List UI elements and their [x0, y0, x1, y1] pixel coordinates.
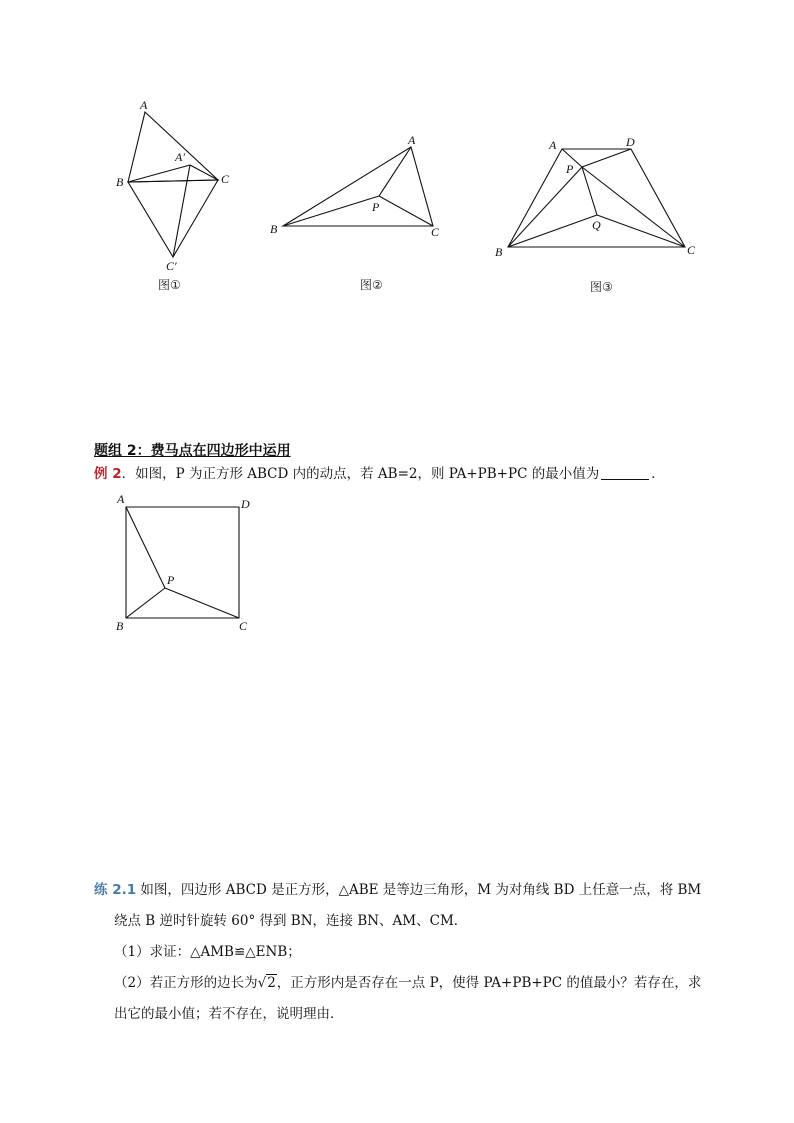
- point-label-b: B: [270, 222, 278, 236]
- figure-1-diagram: [100, 95, 240, 275]
- figure-3-caption: 图③: [590, 280, 613, 294]
- segment-pb: [126, 588, 165, 618]
- sqrt-expression: [258, 973, 277, 993]
- sqrt-radicand: 2: [267, 975, 276, 991]
- example-2-text-end: ．: [651, 466, 665, 482]
- point-label-a: A: [117, 492, 125, 506]
- practice-question-2: [114, 973, 701, 993]
- point-label-q: Q: [592, 218, 601, 232]
- point-label-a: A: [408, 133, 416, 147]
- triangle-abc: [128, 112, 218, 182]
- example-2-line: [94, 464, 665, 484]
- segment-cq: [597, 215, 685, 247]
- figure-4-diagram: [110, 490, 260, 635]
- point-label-c: C: [431, 225, 440, 239]
- example-2-text: ．如图，P 为正方形 ABCD 内的动点，若 AB=2，则 PA+PB+PC 的最小值为: [121, 466, 600, 482]
- trapezoid-abcd: [508, 149, 685, 247]
- practice-line-1: [94, 880, 701, 900]
- figure-2-diagram: [265, 130, 450, 245]
- practice-text-1: 如图，四边形 ABCD 是正方形，△ABE 是等边三角形，M 为对角线 BD 上任意一点，将 BM: [136, 882, 702, 898]
- segment-dp: [582, 149, 631, 167]
- segment-pa: [379, 147, 411, 196]
- figure-2-caption: 图②: [360, 278, 383, 292]
- example-2-label: 例 2: [94, 466, 122, 482]
- segment-bq: [508, 215, 597, 247]
- sqrt-sign: √: [257, 975, 267, 991]
- square-abcd: [126, 507, 239, 618]
- point-label-c: C: [221, 172, 230, 186]
- point-label-b: B: [495, 245, 503, 259]
- point-label-b: B: [116, 175, 124, 189]
- point-label-b: B: [116, 619, 124, 633]
- point-label-p: P: [167, 573, 175, 587]
- segment-pq: [582, 167, 597, 215]
- answer-blank[interactable]: [601, 479, 649, 480]
- practice-line-5: 出它的最小值；若不存在，说明理由．: [114, 1006, 344, 1022]
- triangle-bcc-prime: [128, 180, 218, 257]
- segment-pb: [283, 196, 379, 226]
- figure-1: [100, 95, 240, 275]
- point-label-c-prime: C′: [166, 259, 177, 273]
- segment-cp: [582, 167, 685, 247]
- point-label-d: D: [626, 135, 635, 149]
- section-heading: 题组 2：费马点在四边形中运用: [94, 443, 291, 459]
- point-label-c: C: [687, 243, 696, 257]
- practice-question-1: （1）求证：△AMB≌△ENB；: [114, 944, 301, 960]
- point-label-p: P: [566, 162, 574, 176]
- practice-line-2: 绕点 B 逆时针旋转 60° 得到 BN，连接 BN、AM、CM．: [114, 913, 468, 929]
- figure-3: [490, 132, 705, 262]
- figure-1-caption: 图①: [158, 278, 181, 292]
- figure-2: [265, 130, 450, 245]
- segment-pc: [379, 196, 433, 226]
- point-label-p: P: [372, 200, 380, 214]
- practice-label: 练 2.1: [94, 882, 137, 898]
- practice-text-4a: （2）若正方形的边长为: [114, 975, 258, 991]
- figure-4: [110, 490, 260, 635]
- practice-text-4b: ，正方形内是否存在一点 P，使得 PA+PB+PC 的值最小？若存在，求: [276, 975, 702, 991]
- point-label-c: C: [239, 619, 248, 633]
- point-label-a-prime: A′: [175, 150, 185, 164]
- point-label-a: A: [549, 138, 557, 152]
- triangle-abc: [283, 147, 433, 226]
- figure-3-diagram: [490, 132, 705, 262]
- point-label-d: D: [241, 497, 250, 511]
- segment-pc: [165, 588, 239, 618]
- segment-pa: [126, 507, 165, 588]
- segment-b-a-prime: [128, 165, 190, 182]
- point-label-a: A: [140, 98, 148, 112]
